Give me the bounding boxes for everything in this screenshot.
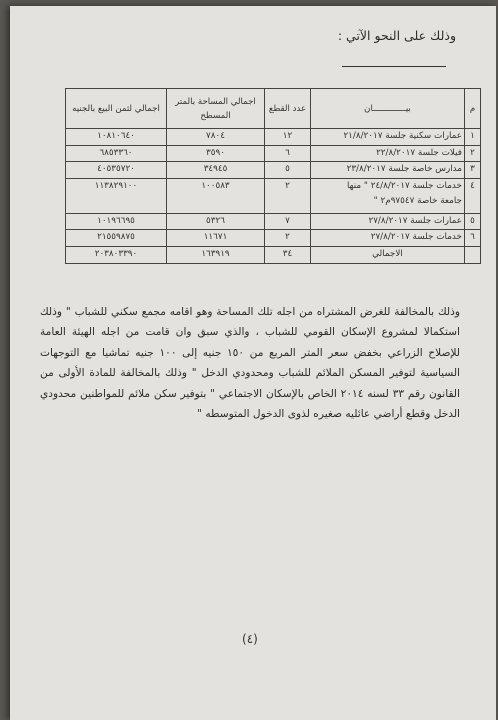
row-area: ١١٦٧١ xyxy=(167,230,265,247)
header-area: اجمالي المساحة بالمتر المسطح xyxy=(167,89,265,129)
row-index: ٥ xyxy=(465,213,481,230)
table-row xyxy=(66,145,481,162)
table-row xyxy=(66,230,481,247)
row-area: ١٠٠٥٨٣ xyxy=(167,178,265,213)
header-statement: بيـــــــــــــان xyxy=(311,89,465,129)
row-price: ١٠١٩٦٦٩٥ xyxy=(66,213,167,230)
heading-underline xyxy=(342,66,446,67)
row-description: مدارس خاصة جلسة ٢٣/٨/٢٠١٧ xyxy=(311,162,465,179)
page-number: (٤) xyxy=(242,632,258,646)
table-total-row xyxy=(66,246,481,263)
row-count: ٧ xyxy=(265,213,311,230)
row-index: ٢ xyxy=(465,145,481,162)
total-index xyxy=(465,246,481,263)
row-description: عمارات جلسة ٢٧/٨/٢٠١٧ xyxy=(311,213,465,230)
section-heading: وذلك على النحو الآتي : xyxy=(337,28,456,43)
total-label: الاجمالي xyxy=(311,246,465,263)
row-area: ٣٤٩٤٥ xyxy=(167,162,265,179)
header-count: عدد القطع xyxy=(265,89,311,129)
total-price: ٢٠٣٨٠٣٣٩٠ xyxy=(66,246,167,263)
total-count: ٣٤ xyxy=(265,246,311,263)
row-description-line2: جامعة خاصة ٩٧٥٤٧م٢ " xyxy=(373,195,462,206)
row-area: ٧٨٠٤ xyxy=(167,129,265,146)
row-description: عمارات سكنية جلسة ٢١/٨/٢٠١٧ xyxy=(311,129,465,146)
row-index: ٤ xyxy=(465,178,481,213)
table-header-row xyxy=(66,89,481,129)
paragraph-text: وذلك بالمخالفة للغرض المشتراه من اجله تلك المساحة وهو اقامه مجمع سكني للشباب " وذلك استكمالا لمشروع الإسكان القومي للشباب ، والذي سبق وان قامت من اجله الهيئة العامة للإصلاح الزراعي بخفض سعر المتر المربع من ١٥٠ جنيه إلى ١٠٠ جنيه تماشيا مع التوجهات السياسية لتوفير المسكن الملائم للشباب ومحدودي الدخل " وذلك بالمخالفة للمادة الأولى من القانون رقم ٣٣ لسنه ٢٠١٤ الخاص بالإسكان الاجتماعي " بتوفير سكن ملائم للمواطنين محدودي الدخل وقطع أراضي عائليه صغيره لذوى الدخول المتوسطه " xyxy=(40,306,461,421)
row-count: ٢ xyxy=(265,230,311,247)
table-row xyxy=(66,213,481,230)
table-row xyxy=(66,162,481,179)
row-area: ٣٥٩٠ xyxy=(167,145,265,162)
row-description: خدمات جلسة ٢٧/٨/٢٠١٧ xyxy=(311,230,465,247)
row-count: ٥ xyxy=(265,162,311,179)
row-description xyxy=(311,178,465,213)
row-description: فيلات جلسة ٢٢/٨/٢٠١٧ xyxy=(311,145,465,162)
row-index: ٣ xyxy=(465,162,481,179)
table-row xyxy=(66,129,481,146)
row-index: ١ xyxy=(465,129,481,146)
row-price: ١١٣٨٢٩١٠٠ xyxy=(66,178,167,213)
row-count: ١٢ xyxy=(265,129,311,146)
header-price: اجمالي لثمن البيع بالجنيه xyxy=(66,89,167,129)
row-price: ٤٠٥٣٥٧٢٠ xyxy=(66,162,167,179)
body-paragraph xyxy=(40,302,460,424)
row-description-line1: خدمات جلسة ٢٤/٨/٢٠١٧ " منها xyxy=(346,180,462,191)
row-count: ٦ xyxy=(265,145,311,162)
row-count: ٢ xyxy=(265,178,311,213)
total-area: ١٦٣٩١٩ xyxy=(167,246,265,263)
row-price: ٦٨٥٣٣٦٠ xyxy=(66,145,167,162)
header-index: م xyxy=(465,89,481,129)
row-area: ٥٣٢٦ xyxy=(167,213,265,230)
table-row xyxy=(66,178,481,213)
row-price: ١٠٨١٠٦٤٠ xyxy=(66,129,167,146)
sales-table xyxy=(65,88,481,264)
row-price: ٢١٥٥٩٨٧٥ xyxy=(66,230,167,247)
document-page xyxy=(10,6,496,720)
row-index: ٦ xyxy=(465,230,481,247)
